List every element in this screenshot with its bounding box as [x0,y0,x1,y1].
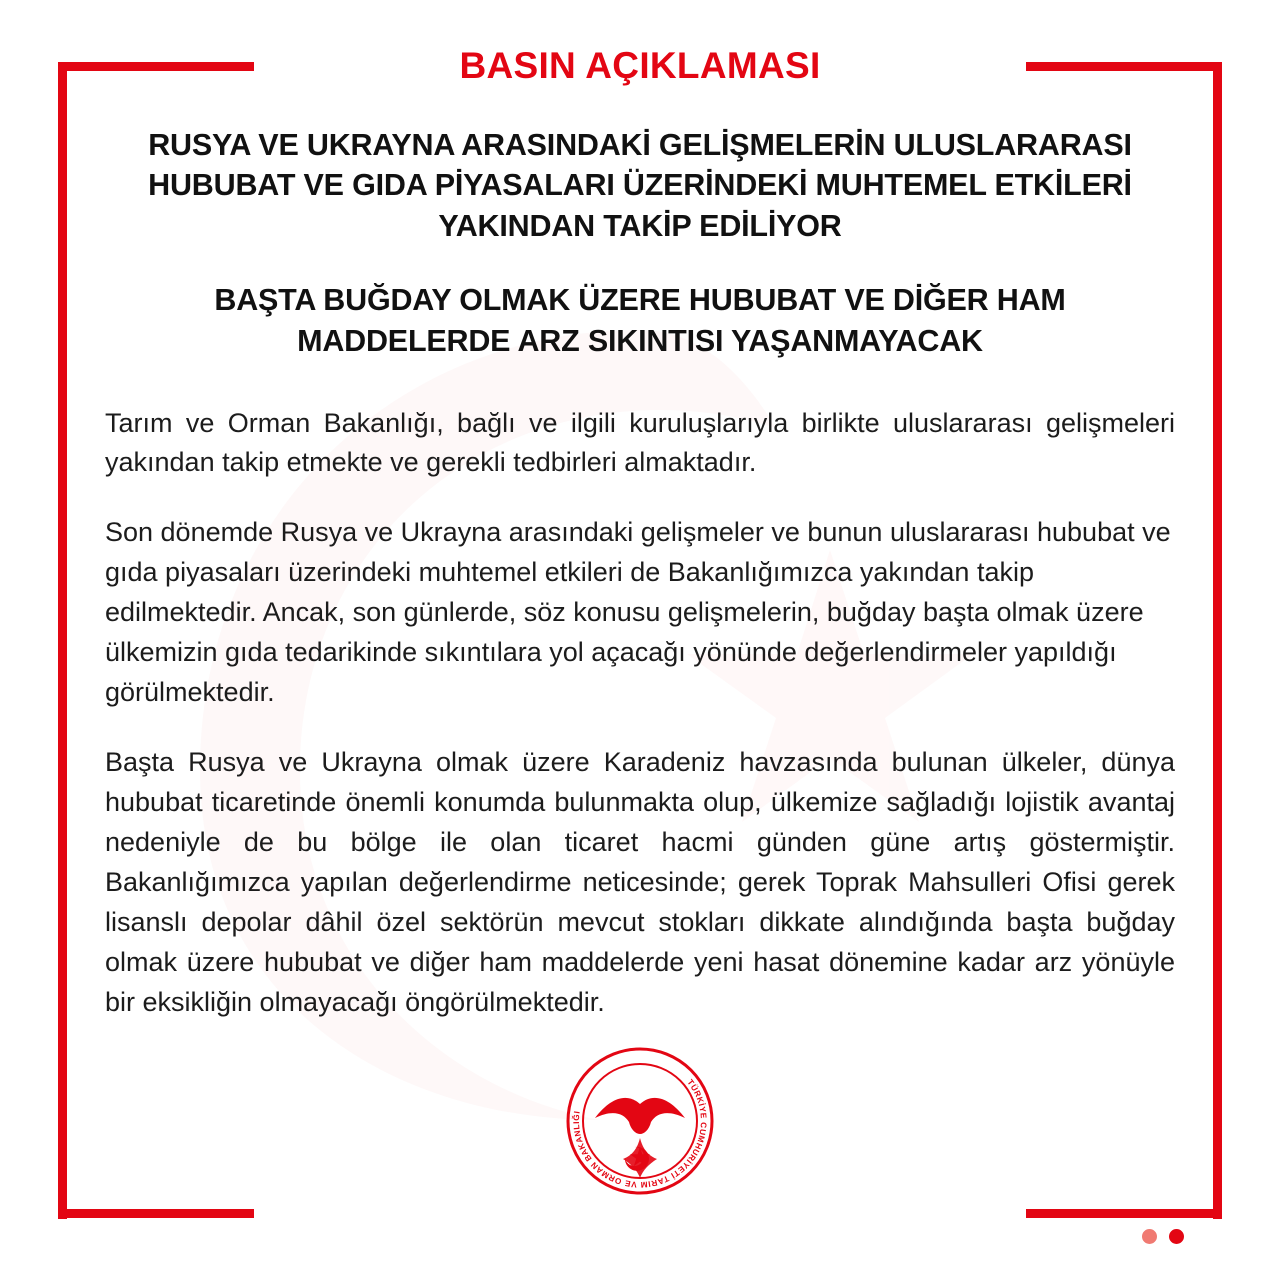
pagination-dots[interactable] [1142,1229,1184,1244]
emblem-container [0,1046,1280,1196]
body-copy [105,404,1175,1023]
paragraph-1: Tarım ve Orman Bakanlığı, bağlı ve ilgili kuruluşlarıyla birlikte uluslararası gelişmeleri yakından takip etmekte ve gerekli tedbirleri almaktadır. [105,407,1175,478]
frame-bottom-right [1026,1209,1222,1218]
paragraph-2: Son dönemde Rusya ve Ukrayna arasındaki gelişmeler ve bunun uluslararası hububat ve gıda piyasaları üzerindeki muhtemel etkileri de Bakanlığımızca yakından takip edilmektedir. Ancak, son günlerde, söz konusu gelişmelerin, buğday başta olmak üzere ülkemizin gıda tedarikinde sıkıntılara yol açacağı yönünde değerlendirmeler yapıldığı görülmektedir. [105,517,1171,708]
page-title: RUSYA VE UKRAYNA ARASINDAKİ GELİŞMELERİN ULUSLARARASI HUBUBAT VE GIDA PİYASALARI ÜZERİNDEKİ MUHTEMEL ETKİLERİ YAKINDAN TAKİP EDİLİYOR [148,127,1132,243]
paragraph-3: Başta Rusya ve Ukrayna olmak üzere Karadeniz havzasında bulunan ülkeler, dünya hububat ticaretinde önemli konumda bulunmakta olup, ülkemize sağladığı lojistik avantaj nedeniyle de bu bölge ile olan ticaret hacmi günden güne artış göstermiştir. Bakanlığımızca yapılan değerlendirme neticesinde; gerek Toprak Mahsulleri Ofisi gerek lisanslı depolar dâhil özel sektörün mevcut stokları dikkate alındığında başta buğday olmak üzere hububat ve diğer ham maddelerde yeni hasat dönemine kadar arz yönüyle bir eksikliğin olmayacağı öngörülmektedir. [105,747,1175,1017]
frame-bottom-left [58,1209,254,1218]
content-area [105,46,1175,1023]
subtitle: BAŞTA BUĞDAY OLMAK ÜZERE HUBUBAT VE DİĞER HAM MADDELERDE ARZ SIKINTISI YAŞANMAYACAK [214,283,1066,358]
pagination-dot-1[interactable] [1142,1229,1157,1244]
svg-text:TÜRKİYE CUMHURİYETİ TARIM VE O: TÜRKİYE CUMHURİYETİ TARIM VE ORMAN BAKANLIĞI [571,1077,709,1190]
ministry-emblem-icon [565,1046,715,1196]
pagination-dot-2[interactable] [1169,1229,1184,1244]
kicker-title: BASIN AÇIKLAMASI [459,45,821,86]
